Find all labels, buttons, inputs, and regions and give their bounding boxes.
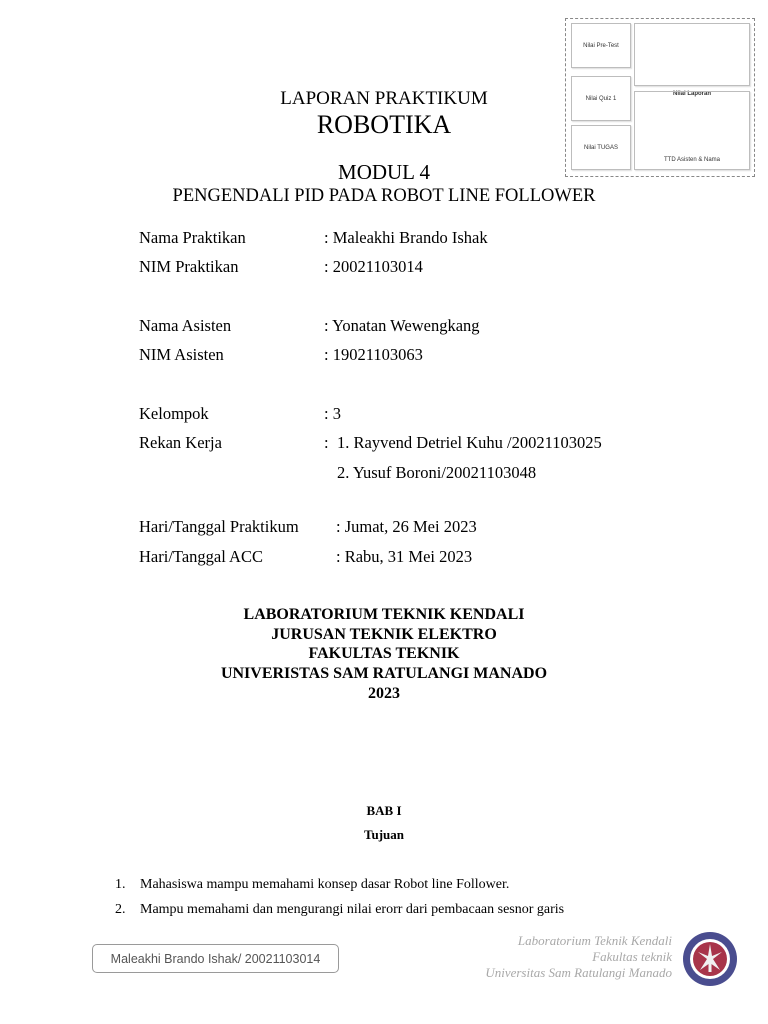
- nama-asisten-value: : Yonatan Wewengkang: [324, 316, 480, 335]
- chapter-number: BAB I: [366, 803, 402, 818]
- footer-author-box: [92, 944, 339, 973]
- nim-praktikan-value: : 20021103014: [324, 257, 423, 276]
- rekan-kerja-label: Rekan Kerja: [139, 433, 222, 452]
- footer-institution: [485, 933, 672, 981]
- institution-department: JURUSAN TEKNIK ELEKTRO: [271, 626, 497, 643]
- list-item: [115, 877, 509, 893]
- nama-praktikan-value: : Maleakhi Brando Ishak: [324, 228, 488, 247]
- module-title: PENGENDALI PID PADA ROBOT LINE FOLLOWER: [172, 186, 596, 206]
- list-item-text: Mahasiswa mampu memahami konsep dasar Robot line Follower.: [140, 877, 510, 892]
- hari-praktikum-label: Hari/Tanggal Praktikum: [139, 517, 299, 536]
- footer-author: Maleakhi Brando Ishak/ 20021103014: [110, 951, 321, 966]
- hari-praktikum-value: : Jumat, 26 Mei 2023: [336, 517, 477, 536]
- kelompok-value: : 3: [324, 404, 341, 423]
- course-title: ROBOTIKA: [316, 110, 452, 139]
- institution-faculty: FAKULTAS TEKNIK: [308, 645, 460, 662]
- list-item: [115, 902, 564, 918]
- hari-acc-label: Hari/Tanggal ACC: [139, 547, 263, 566]
- institution-lab: LABORATORIUM TEKNIK KENDALI: [243, 606, 525, 623]
- score-label-pre-test: Nilai Pre-Test: [583, 42, 619, 49]
- nim-asisten-label: NIM Asisten: [139, 345, 224, 364]
- rekan-kerja-colon: :: [324, 433, 329, 452]
- score-label-quiz: Nilai Quiz 1: [585, 95, 617, 102]
- institution-year: 2023: [368, 685, 400, 702]
- nim-asisten-value: : 19021103063: [324, 345, 423, 364]
- score-label-tugas: Nilai TUGAS: [584, 144, 618, 151]
- score-label-ttd: TTD Asisten & Nama: [663, 157, 720, 163]
- rekan-kerja-2: 2. Yusuf Boroni/20021103048: [337, 463, 537, 482]
- footer-university: Universitas Sam Ratulangi Manado: [485, 965, 672, 980]
- chapter-heading: Tujuan: [364, 827, 404, 842]
- list-item-text: Mampu memahami dan mengurangi nilai erorr dari pembacaan sesnor garis: [140, 902, 565, 917]
- list-item-number: 2.: [115, 902, 126, 917]
- score-label-laporan: Nilai Laporan: [672, 91, 711, 97]
- module-number: MODUL 4: [338, 160, 430, 184]
- hari-acc-value: : Rabu, 31 Mei 2023: [336, 547, 473, 566]
- kelompok-label: Kelompok: [139, 404, 209, 423]
- report-title: LAPORAN PRAKTIKUM: [280, 88, 488, 109]
- nama-asisten-label: Nama Asisten: [139, 316, 232, 335]
- score-cell-laporan: [634, 23, 750, 97]
- rekan-kerja-1: 1. Rayvend Detriel Kuhu /20021103025: [337, 433, 602, 452]
- nim-praktikan-label: NIM Praktikan: [139, 257, 239, 276]
- score-cell-pre-test: [571, 23, 631, 68]
- nama-praktikan-label: Nama Praktikan: [139, 228, 246, 247]
- institution-university: UNIVERISTAS SAM RATULANGI MANADO: [220, 665, 548, 682]
- footer-lab: Laboratorium Teknik Kendali: [517, 933, 672, 948]
- university-seal-icon: [680, 930, 740, 988]
- footer-faculty: Fakultas teknik: [592, 949, 672, 964]
- list-item-number: 1.: [115, 877, 126, 892]
